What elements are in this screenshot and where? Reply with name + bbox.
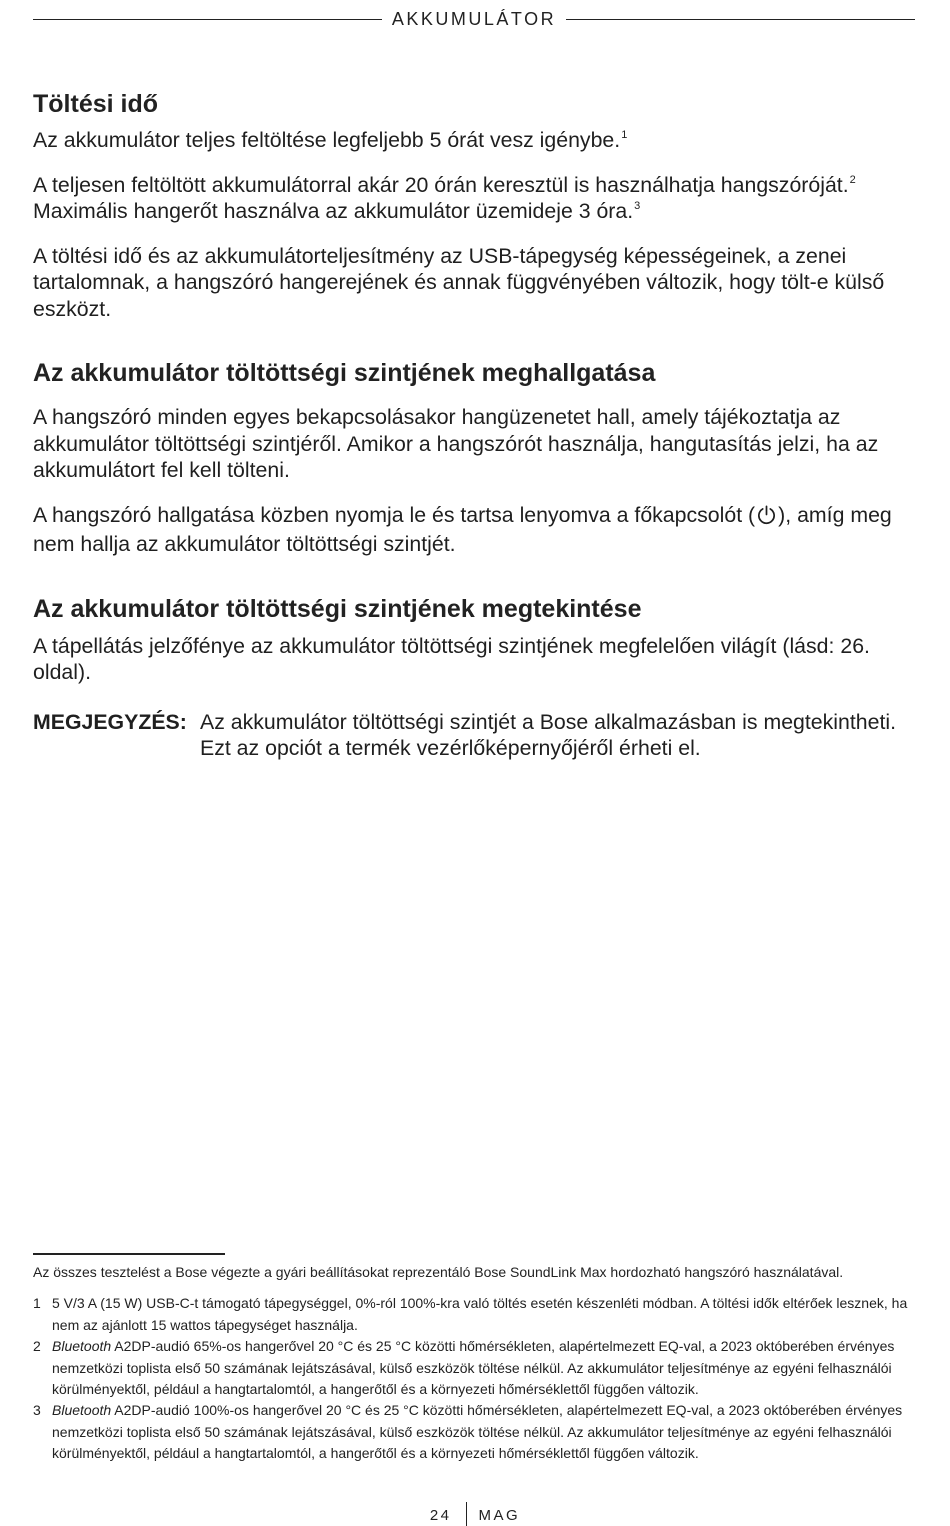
footnote-number: 3 — [33, 1402, 41, 1419]
footnote-body: A2DP-audió 65%-os hangerővel 20 °C és 25 °C közötti hőmérsékleten, alapértelmezett EQ-val, a 2023 októberében érvényes nemzetközi toplista első 50 számának lejátszásával, külső eszközök töltése nélkül. Az akkumulátor teljesítménye az egyéni felhasználói körülményektől, például a hangtartalomtól, a hangerőtől és a környezeti hőmérséklettől függően változik. — [52, 1338, 895, 1398]
footnote-ref-1: 1 — [621, 129, 628, 141]
footnote-number: 2 — [33, 1338, 41, 1355]
footnote-body: 5 V/3 A (15 W) USB-C-t támogató tápegységgel, 0%-ról 100%-kra való töltés esetén készenléti módban. A töltési idők eltérőek lesznek, ha nem az ajánlott 15 wattos tápegységet használja. — [52, 1295, 908, 1333]
main-content — [33, 88, 917, 762]
footnote-intro: Az összes tesztelést a Bose végezte a gyári beállításokat reprezentáló Bose SoundLink Max hordozható hangszóró használatával. — [33, 1264, 844, 1280]
charging-p2b-text: Maximális hangerőt használva az akkumulátor üzemideje 3 óra. — [33, 199, 634, 223]
footnote-ref-2: 2 — [849, 173, 856, 186]
note-label: MEGJEGYZÉS: — [33, 709, 187, 734]
page-footer — [0, 1502, 950, 1526]
footnote-italic: Bluetooth — [52, 1338, 112, 1355]
footnote-number: 1 — [33, 1295, 41, 1312]
listen-paragraph-2 — [33, 502, 917, 558]
view-paragraph-1: A tápellátás jelzőfénye az akkumulátor töltöttségi szintjének megfelelően világít (lásd: 26. oldal). — [33, 633, 870, 684]
footnote-item — [33, 1400, 917, 1464]
page-number: 24 — [429, 1507, 452, 1524]
note-text: Az akkumulátor töltöttségi szintjét a Bose alkalmazásban is megtekintheti. Ezt az opciót a termék vezérlőképernyőjéről érheti el. — [200, 709, 897, 760]
listen-p2-before: A hangszóró hallgatása közben nyomja le és tartsa lenyomva a főkapcsolót ( — [33, 502, 756, 527]
charging-p1-text: Az akkumulátor teljes feltöltése legfeljebb 5 órát vesz igénybe. — [33, 128, 621, 152]
note-block — [33, 709, 917, 762]
charging-paragraph-3: A töltési idő és az akkumulátorteljesítmény az USB-tápegység képességeinek, a zenei tartalomnak, a hangszóró hangerejének és annak függvényében változik, hogy tölt-e külső eszközt. — [33, 243, 885, 321]
listen-p2-after: ), amíg meg nem hallja az akkumulátor töltöttségi szintjét. — [33, 502, 892, 556]
charging-p2a-text: A teljesen feltöltött akkumulátorral akár 20 órán keresztül is használhatja hangszóróját. — [33, 172, 849, 197]
footnote-text — [52, 1293, 917, 1336]
power-icon — [756, 504, 777, 532]
footnote-text — [52, 1336, 917, 1400]
charging-time-heading: Töltési idő — [33, 90, 158, 118]
header-rule-right — [566, 19, 915, 20]
footnote-text — [52, 1400, 917, 1464]
page-header — [33, 8, 915, 30]
header-title: AKKUMULÁTOR — [391, 8, 557, 29]
product-name: MAG — [478, 1507, 521, 1524]
view-level-heading: Az akkumulátor töltöttségi szintjének megtekintése — [33, 594, 642, 623]
charging-paragraph-2 — [33, 172, 917, 225]
listen-level-heading: Az akkumulátor töltöttségi szintjének meghallgatása — [33, 359, 656, 387]
charging-paragraph-1 — [33, 127, 917, 154]
footnotes — [33, 1262, 917, 1465]
footnote-body: A2DP-audió 100%-os hangerővel 20 °C és 25 °C közötti hőmérsékleten, alapértelmezett EQ-val, a 2023 októberében érvényes nemzetközi toplista első 50 számának lejátszásával, külső eszközök töltése nélkül. Az akkumulátor teljesítménye az egyéni felhasználói körülményektől, például a hangtartalomtól, a hangerőtől és a környezeti hőmérséklettől függően változik. — [52, 1402, 903, 1462]
footnote-item — [33, 1336, 917, 1400]
footnote-ref-3: 3 — [634, 200, 641, 212]
footnote-item — [33, 1293, 917, 1336]
footnote-italic: Bluetooth — [52, 1402, 112, 1419]
listen-paragraph-1: A hangszóró minden egyes bekapcsolásakor hangüzenetet hall, amely tájékoztatja az akkumulátor töltöttségi szintjéről. Amikor a hangszórót használja, hangutasítás jelzi, ha az akkumulátort fel kell tölteni. — [33, 405, 879, 482]
header-rule-left — [33, 19, 382, 20]
footnote-divider — [33, 1253, 225, 1255]
footer-divider — [466, 1502, 467, 1526]
